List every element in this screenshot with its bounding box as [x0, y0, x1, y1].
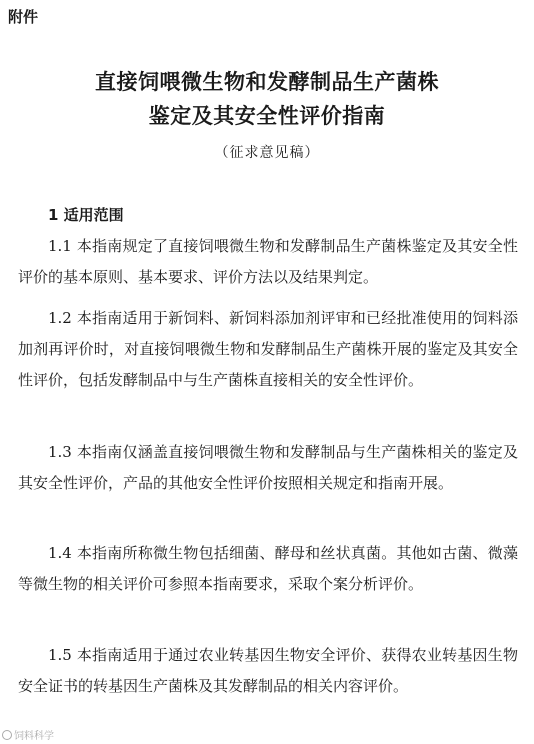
watermark-text: 饲料科学: [14, 731, 54, 742]
document-title-line-1: 直接饲喂微生物和发酵制品生产菌株: [95, 69, 439, 94]
paragraph-1-2: 1.2 本指南适用于新饲料、新饲料添加剂评审和已经批准使用的饲料添加剂再评价时，对直接饲喂微生物和发酵制品生产菌株开展的鉴定及其安全性评价，包括发酵制品中与生产菌株直接相关的安全性评价。: [18, 309, 518, 389]
section-heading-scope: 1 适用范围: [48, 206, 124, 224]
paragraph-1-4: 1.4 本指南所称微生物包括细菌、酵母和丝状真菌。其他如古菌、微藻等微生物的相关评价可参照本指南要求，采取个案分析评价。: [18, 544, 518, 593]
document-title-line-2: 鉴定及其安全性评价指南: [148, 103, 386, 128]
watermark: [2, 727, 54, 742]
watermark-icon: [2, 730, 12, 740]
document-subtitle: （征求意见稿）: [214, 145, 320, 161]
paragraph-1-5: 1.5 本指南适用于通过农业转基因生物安全评价、获得农业转基因生物安全证书的转基因生产菌株及其发酵制品的相关内容评价。: [18, 646, 518, 695]
attachment-label: 附件: [8, 8, 39, 26]
paragraph-1-1: 1.1 本指南规定了直接饲喂微生物和发酵制品生产菌株鉴定及其安全性评价的基本原则、基本要求、评价方法以及结果判定。: [18, 237, 518, 286]
paragraph-1-3: 1.3 本指南仅涵盖直接饲喂微生物和发酵制品与生产菌株相关的鉴定及其安全性评价，产品的其他安全性评价按照相关规定和指南开展。: [18, 443, 518, 492]
